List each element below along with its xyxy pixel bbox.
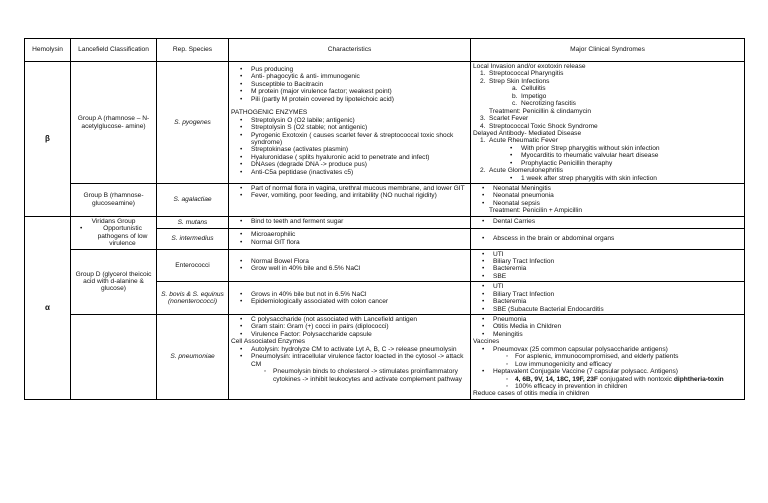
- treatment-text: Treatment: Penicilin + Ampicillin: [489, 207, 583, 215]
- syndromes-intermedius: [471, 228, 745, 249]
- list-item: • Prophylactic Penicillin theraphy: [521, 160, 742, 167]
- list-item: • Neonatal pneumonia: [493, 192, 742, 199]
- list-item: • Pneumonia: [493, 316, 742, 323]
- list-item: • Streptolysin O (O2 labile; antigenic): [251, 117, 468, 124]
- cell-enzymes-heading: Cell Associated Enzymes: [231, 338, 306, 346]
- list-item: • Grows in 40% bile but not in 6.5% NaCl: [251, 291, 468, 298]
- syndrome-heading: Local Invasion and/or exotoxin release: [473, 63, 586, 70]
- syndromes-enterococci: [471, 249, 745, 282]
- characteristics-bovis: [229, 282, 471, 315]
- list-item: 2. Strep Skin Infections a. Cellulitis b. Impetigo c. Necrotizing fascitis: [489, 78, 742, 108]
- syndromes-group-a: [471, 62, 745, 184]
- list-item: • Streptokinase (activates plasmin): [251, 146, 468, 153]
- list-item: • SBE (Subacute Bacterial Endocarditis: [493, 306, 742, 313]
- list-item: • Neonatal Meningitis: [493, 185, 742, 192]
- list-item: 1. Acute Rheumatic Fever • With prior Strep pharygitis without skin infection • Myocarditis to rheumatic valvular heart disease • Prophylactic Penicillin theraphy: [489, 137, 742, 167]
- list-item: • Heptavalent Conjugate Vaccine (7 capsular polysacc. Antigens) ◦ 4, 6B, 9V, 14, 18C, 19F, 23F conjugated with nontoxic diphtheria-toxin ◦ 100% efficacy in prevention in children: [493, 368, 742, 390]
- reduce-note: Reduce cases of otitis media in children: [473, 390, 590, 398]
- list-item: • Virulence Factor: Polysaccharide capsule: [251, 331, 468, 338]
- list-item: • Bacteremia: [493, 265, 742, 272]
- list-item: • Neonatal sepsis: [493, 200, 742, 207]
- list-item: • Pus producing: [251, 66, 468, 73]
- species-agalactiae: S. agalactiae: [157, 184, 229, 217]
- list-item: b. Impetigo: [521, 93, 742, 100]
- vaccines-heading: Vaccines: [473, 338, 500, 346]
- list-item: ◦ For asplenic, immunocompromised, and elderly patients: [515, 353, 742, 360]
- characteristics-enterococci: [229, 249, 471, 282]
- list-item: • Susceptible to Bacitracin: [251, 81, 468, 88]
- list-item: • Myocarditis to rheumatic valvular heart disease: [521, 152, 742, 159]
- list-item: c. Necrotizing fascitis: [521, 100, 742, 107]
- species-mutans: S. mutans: [157, 216, 229, 228]
- header-syndromes: Major Clinical Syndromes: [471, 39, 745, 62]
- species-bovis: S. bovis & S. equinus (nonenterococci): [157, 282, 229, 315]
- list-item: • UTI: [493, 283, 742, 290]
- list-item: • Biliary Tract Infection: [493, 258, 742, 265]
- list-item: • Biliary Tract Infection: [493, 291, 742, 298]
- list-item: • C polysaccharide (not associated with Lancefield antigen: [251, 316, 468, 323]
- list-item: • Abscess in the brain or abdominal organs: [493, 235, 742, 242]
- header-row: [25, 39, 745, 62]
- list-item: • Autolysin: hydrolyze CM to activate Lyt A, B, C -> release pneumolysin: [251, 346, 468, 353]
- viridans-title: Viridans Group: [91, 217, 136, 225]
- species-intermedius: S. intermedius: [157, 228, 229, 249]
- list-item: 1. Streptococcal Pharyngitis: [489, 70, 742, 77]
- list-item: ◦ 100% efficacy in prevention in children: [515, 383, 742, 390]
- streptococci-table: [24, 38, 745, 400]
- list-item: • Bacteremia: [493, 298, 742, 305]
- list-item: ◦ Low immunogenicity and efficacy: [515, 361, 742, 368]
- syndromes-bovis: [471, 282, 745, 315]
- list-item: • Fever, vomiting, poor feeding, and irritability (NO nuchal rigidity): [251, 192, 468, 199]
- list-item: • Anti- phagocytic & anti- immunogenic: [251, 73, 468, 80]
- list-item: • Pneumolysin: intracellular virulence factor loacted in the cytosol -> attack CM ◦ Pneumolysin binds to cholesterol -> stimulates proinflammatory cytokines -> inhibit leukocytes and activate complement pathway: [251, 353, 468, 383]
- list-item: • Epidemiologically associated with colon cancer: [251, 298, 468, 305]
- list-item: • Dental Carries: [493, 218, 742, 225]
- list-item: a. Cellulitis: [521, 85, 742, 92]
- list-item: • SBE: [493, 273, 742, 280]
- list-item: • DNAses (degrade DNA -> produce pus): [251, 161, 468, 168]
- characteristics-group-b: [229, 184, 471, 217]
- list-item: • Otitis Media in Children: [493, 323, 742, 330]
- list-item: • M protein (major virulence factor; weakest point): [251, 88, 468, 95]
- list-item: ◦ Pneumolysin binds to cholesterol -> stimulates proinflammatory cytokines -> inhibit leukocytes and activate complement pathway: [273, 368, 468, 383]
- syndromes-pneumoniae: [471, 315, 745, 400]
- classification-viridans: [71, 216, 157, 249]
- list-item: • Grow well in 40% bile and 6.5% NaCl: [251, 265, 468, 272]
- list-item: • Pneumovax (25 common capsular polysaccharide antigens) ◦ For asplenic, immunocompromised, and elderly patients ◦ Low immunogenicity and efficacy: [493, 346, 742, 368]
- list-item: • With prior Strep pharygitis without skin infection: [521, 145, 742, 152]
- list-item: • Meningitis: [493, 331, 742, 338]
- list-item: • Opportunistic pathogens of low virulence: [91, 225, 154, 247]
- characteristics-intermedius: [229, 228, 471, 249]
- species-pyogenes: S. pyogenes: [157, 62, 229, 184]
- species-enterococci: Enterococci: [157, 249, 229, 282]
- list-item: • Gram stain: Gram (+) cocci in pairs (diplococci): [251, 323, 468, 330]
- list-item: • Pyrogenic Exotoxin ( causes scarlet fever & streptococcal toxic shock syndrome): [251, 132, 468, 147]
- table-row-group-b: [25, 184, 745, 217]
- characteristics-mutans: [229, 216, 471, 228]
- syndrome-heading: Delayed Antibody- Mediated Disease: [473, 129, 582, 137]
- list-item: • UTI: [493, 251, 742, 258]
- syndromes-mutans: [471, 216, 745, 228]
- list-item: 2. Acute Glomerulonephritis • 1 week after strep pharygitis with skin infection: [489, 167, 742, 182]
- syndromes-group-b: [471, 184, 745, 217]
- hemolysin-alpha: α: [25, 216, 71, 399]
- list-item: • Anti-C5a peptidase (inactivates c5): [251, 169, 468, 176]
- classification-group-a: Group A (rhamnose – N-acetylglucose- amine): [71, 62, 157, 184]
- list-item: ◦ 4, 6B, 9V, 14, 18C, 19F, 23F conjugated with nontoxic diphtheria-toxin: [515, 376, 742, 383]
- list-item: • Normal GIT flora: [251, 239, 468, 246]
- hemolysin-beta: β: [25, 62, 71, 217]
- list-item: 3. Scarlet Fever: [489, 115, 742, 122]
- list-item: • Part of normal flora in vagina, urethral mucous membrane, and lower GIT: [251, 185, 468, 192]
- classification-group-b: Group B (rhamnose-glucoseamine): [71, 184, 157, 217]
- characteristics-group-a: [229, 62, 471, 184]
- treatment-text: Treatment: Penicillin & clindamycin: [489, 107, 591, 115]
- list-item: • Pili (partly M protein covered by lipoteichoic acid): [251, 96, 468, 103]
- list-item: • Microaerophilic: [251, 231, 468, 238]
- characteristics-pneumoniae: [229, 315, 471, 400]
- list-item: • 1 week after strep pharygitis with skin infection: [521, 175, 742, 182]
- list-item: • Normal Bowel Flora: [251, 258, 468, 265]
- table-row-mutans: [25, 216, 745, 228]
- species-pneumoniae: S. pneumoniae: [157, 315, 229, 400]
- header-hemolysin: Hemolysin: [25, 39, 71, 62]
- classification-pneumoniae-empty: [71, 315, 157, 400]
- list-item: • Hyaluronidase ( splits hyaluronic acid to penetrate and infect): [251, 154, 468, 161]
- list-item: 4. Streptococcal Toxic Shock Syndrome: [489, 123, 742, 130]
- table-row-group-a: [25, 62, 745, 184]
- enzymes-heading: PATHOGENIC ENZYMES: [231, 109, 308, 117]
- list-item: • Streptolysin S (O2 stable; not antigenic): [251, 124, 468, 131]
- header-species: Rep. Species: [157, 39, 229, 62]
- header-characteristics: Characteristics: [229, 39, 471, 62]
- header-lancefield: Lancefield Classification: [71, 39, 157, 62]
- classification-group-d: Group D (glycerol theicoic acid with d-alanine & glucose): [71, 249, 157, 315]
- table-row-enterococci: [25, 249, 745, 282]
- list-item: • Bind to teeth and ferment sugar: [251, 218, 468, 225]
